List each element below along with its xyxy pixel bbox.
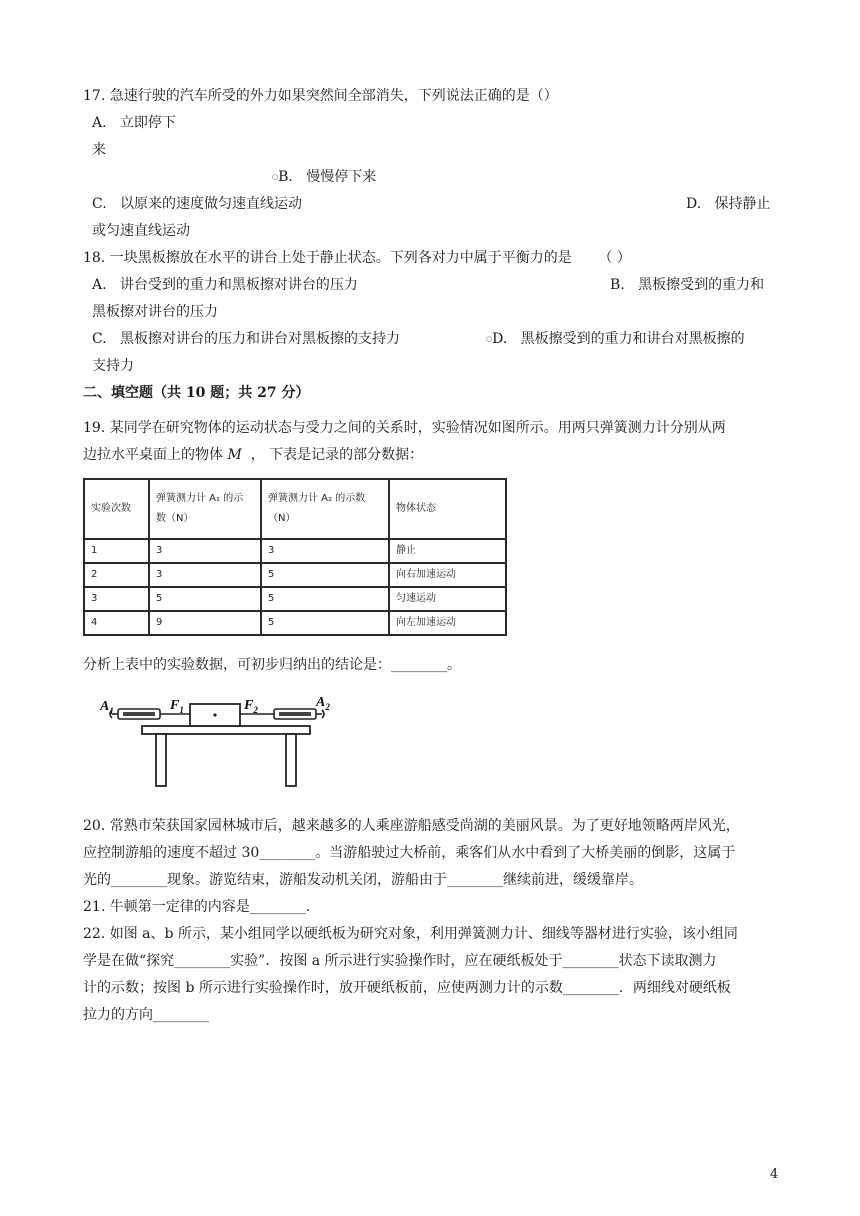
q22-line-4: 拉力的方向________ xyxy=(83,1007,209,1023)
table-top-icon xyxy=(142,726,310,734)
q17-option-a-cont: 来 xyxy=(92,142,106,158)
q18-option-b-letter: B. xyxy=(610,277,625,293)
table-header-line: （N） xyxy=(268,513,296,524)
table-cell: 向右加速运动 xyxy=(389,563,506,587)
q18-answer-paren: （ ） xyxy=(598,250,631,266)
q18-option-d xyxy=(486,330,745,348)
table-cell: 9 xyxy=(149,611,261,635)
table-cell: 1 xyxy=(84,539,149,563)
object-m-symbol: M xyxy=(227,447,242,463)
table-header-cell: 实验次数 xyxy=(84,479,149,539)
table-cell: 匀速运动 xyxy=(389,587,506,611)
q17-option-a-text: 立即停下 xyxy=(119,115,176,131)
table-row xyxy=(84,539,506,563)
section-heading: 二、填空题（共 10 题；共 27 分） xyxy=(83,385,310,401)
q19-line-1: 19. 某同学在研究物体的运动状态与受力之间的关系时，实验情况如图所示。用两只弹簧测力计分别从两 xyxy=(83,420,726,436)
table-header-cell: 物体状态 xyxy=(389,479,506,539)
table-cell: 2 xyxy=(84,563,149,587)
q20-line-2: 应控制游船的速度不超过 30________。当游船驶过大桥前，乘客们从水中看到了大桥美丽的倒影，这属于 xyxy=(83,845,736,861)
table-header-line: 数（N） xyxy=(156,513,194,524)
q17-stem: 17. 急速行驶的汽车所受的外力如果突然间全部消失，下列说法正确的是（） xyxy=(83,88,558,104)
q18-option-b-cont: 黑板擦对讲台的压力 xyxy=(92,304,218,320)
table-header-row xyxy=(84,479,506,539)
label-a1 xyxy=(99,699,114,716)
q19-conclusion: 分析上表中的实验数据，可初步归纳出的结论是：________。 xyxy=(83,657,461,673)
q22-line-1: 22. 如图 a、b 所示，某小组同学以硬纸板为研究对象，利用弹簧测力计、细线等器材进行实验，该小组同 xyxy=(83,926,738,942)
label-f2 xyxy=(243,698,258,715)
label-a1-letter: A xyxy=(100,699,110,714)
label-a2-sub: 2 xyxy=(325,702,330,712)
table-cell: 5 xyxy=(261,563,389,587)
q18-option-c-letter: C. xyxy=(92,331,107,347)
q18-option-b xyxy=(610,276,764,294)
table-cell: 3 xyxy=(149,539,261,563)
option-marker-icon: ○ xyxy=(272,173,279,181)
spring-scale-right-icon xyxy=(274,709,324,719)
q19-line-2b: ， 下表是记录的部分数据： xyxy=(250,447,424,463)
table-leg-icon xyxy=(156,734,166,786)
table-row xyxy=(84,611,506,635)
label-a1-sub: 1 xyxy=(109,706,114,716)
table-leg-icon xyxy=(286,734,296,786)
q17-option-d-cont: 或匀速直线运动 xyxy=(92,223,190,239)
table-cell: 静止 xyxy=(389,539,506,563)
label-a2 xyxy=(315,695,330,712)
table-header-line: 弹簧测力计 A₂ 的示数 xyxy=(268,493,366,504)
q17-option-c-letter: C. xyxy=(92,196,107,212)
q20-line-3: 光的________现象。游览结束，游船发动机关闭，游船由于________继续前进，缓缓靠岸。 xyxy=(83,872,643,888)
q20-line-1: 20. 常熟市荣获国家园林城市后，越来越多的人乘座游船感受尚湖的美丽风景。为了更好地领略两岸风光， xyxy=(83,818,740,834)
table-row xyxy=(84,587,506,611)
q17-option-d xyxy=(686,195,771,213)
label-f1 xyxy=(169,698,184,715)
q18-option-a-letter: A. xyxy=(92,277,107,293)
q18-option-a xyxy=(92,276,358,294)
table-header-cell xyxy=(149,479,261,539)
label-f2-letter: F xyxy=(244,698,254,713)
label-f1-letter: F xyxy=(170,698,180,713)
q18-stem-text: 18. 一块黑板擦放在水平的讲台上处于静止状态。下列各对力中属于平衡力的是 xyxy=(83,250,572,266)
q17-option-a-letter: A. xyxy=(92,115,107,131)
q17-option-d-text: 保持静止 xyxy=(714,196,771,212)
table-cell: 3 xyxy=(149,563,261,587)
table-cell: 3 xyxy=(261,539,389,563)
table-cell: 5 xyxy=(149,587,261,611)
q17-option-c-text: 以原来的速度做匀速直线运动 xyxy=(120,196,303,212)
table-row xyxy=(84,563,506,587)
q19-line-2 xyxy=(83,446,423,464)
q22-line-3: 计的示数；按图 b 所示进行实验操作时，放开硬纸板前，应使两测力计的示数________．两细线对硬纸板 xyxy=(83,980,731,996)
q17-option-b-letter: B. xyxy=(278,169,293,185)
q19-line-2a: 边拉水平桌面上的物体 xyxy=(83,447,223,463)
q17-option-a xyxy=(92,114,176,132)
q18-stem xyxy=(83,249,631,267)
spring-scale-left-icon xyxy=(110,709,160,719)
apparatus-figure xyxy=(98,692,348,794)
q18-option-c-text: 黑板擦对讲台的压力和讲台对黑板擦的支持力 xyxy=(120,331,401,347)
table-cell: 3 xyxy=(84,587,149,611)
page-number: 4 xyxy=(770,1167,779,1182)
label-f1-sub: 1 xyxy=(179,705,184,715)
q18-option-b-text: 黑板擦受到的重力和 xyxy=(638,277,765,293)
q17-option-b xyxy=(272,168,376,186)
table-header-cell xyxy=(261,479,389,539)
data-table xyxy=(83,478,507,636)
table-cell: 5 xyxy=(261,587,389,611)
q21-text: 21. 牛顿第一定律的内容是________. xyxy=(83,899,311,915)
q22-line-2: 学是在做“探究________实验”．按图 a 所示进行实验操作时，应在硬纸板处于________状态下读取测力 xyxy=(83,953,717,969)
table-header-line: 弹簧测力计 A₁ 的示 xyxy=(156,493,244,504)
table-cell: 向左加速运动 xyxy=(389,611,506,635)
q17-option-c xyxy=(92,195,302,213)
q18-option-c xyxy=(92,330,400,348)
q18-option-d-letter: D. xyxy=(492,331,508,347)
q17-option-d-letter: D. xyxy=(686,196,702,212)
label-f2-sub: 2 xyxy=(253,705,258,715)
table-cell: 5 xyxy=(261,611,389,635)
q18-option-a-text: 讲台受到的重力和黑板擦对讲台的压力 xyxy=(119,277,358,293)
option-marker-icon: ○ xyxy=(486,335,493,343)
block-m-icon xyxy=(190,704,240,726)
table-cell: 4 xyxy=(84,611,149,635)
q18-option-d-text: 黑板擦受到的重力和讲台对黑板擦的 xyxy=(520,331,745,347)
label-a2-letter: A xyxy=(316,695,326,710)
q17-option-b-text: 慢慢停下来 xyxy=(306,169,377,185)
q18-option-d-cont: 支持力 xyxy=(92,358,134,374)
